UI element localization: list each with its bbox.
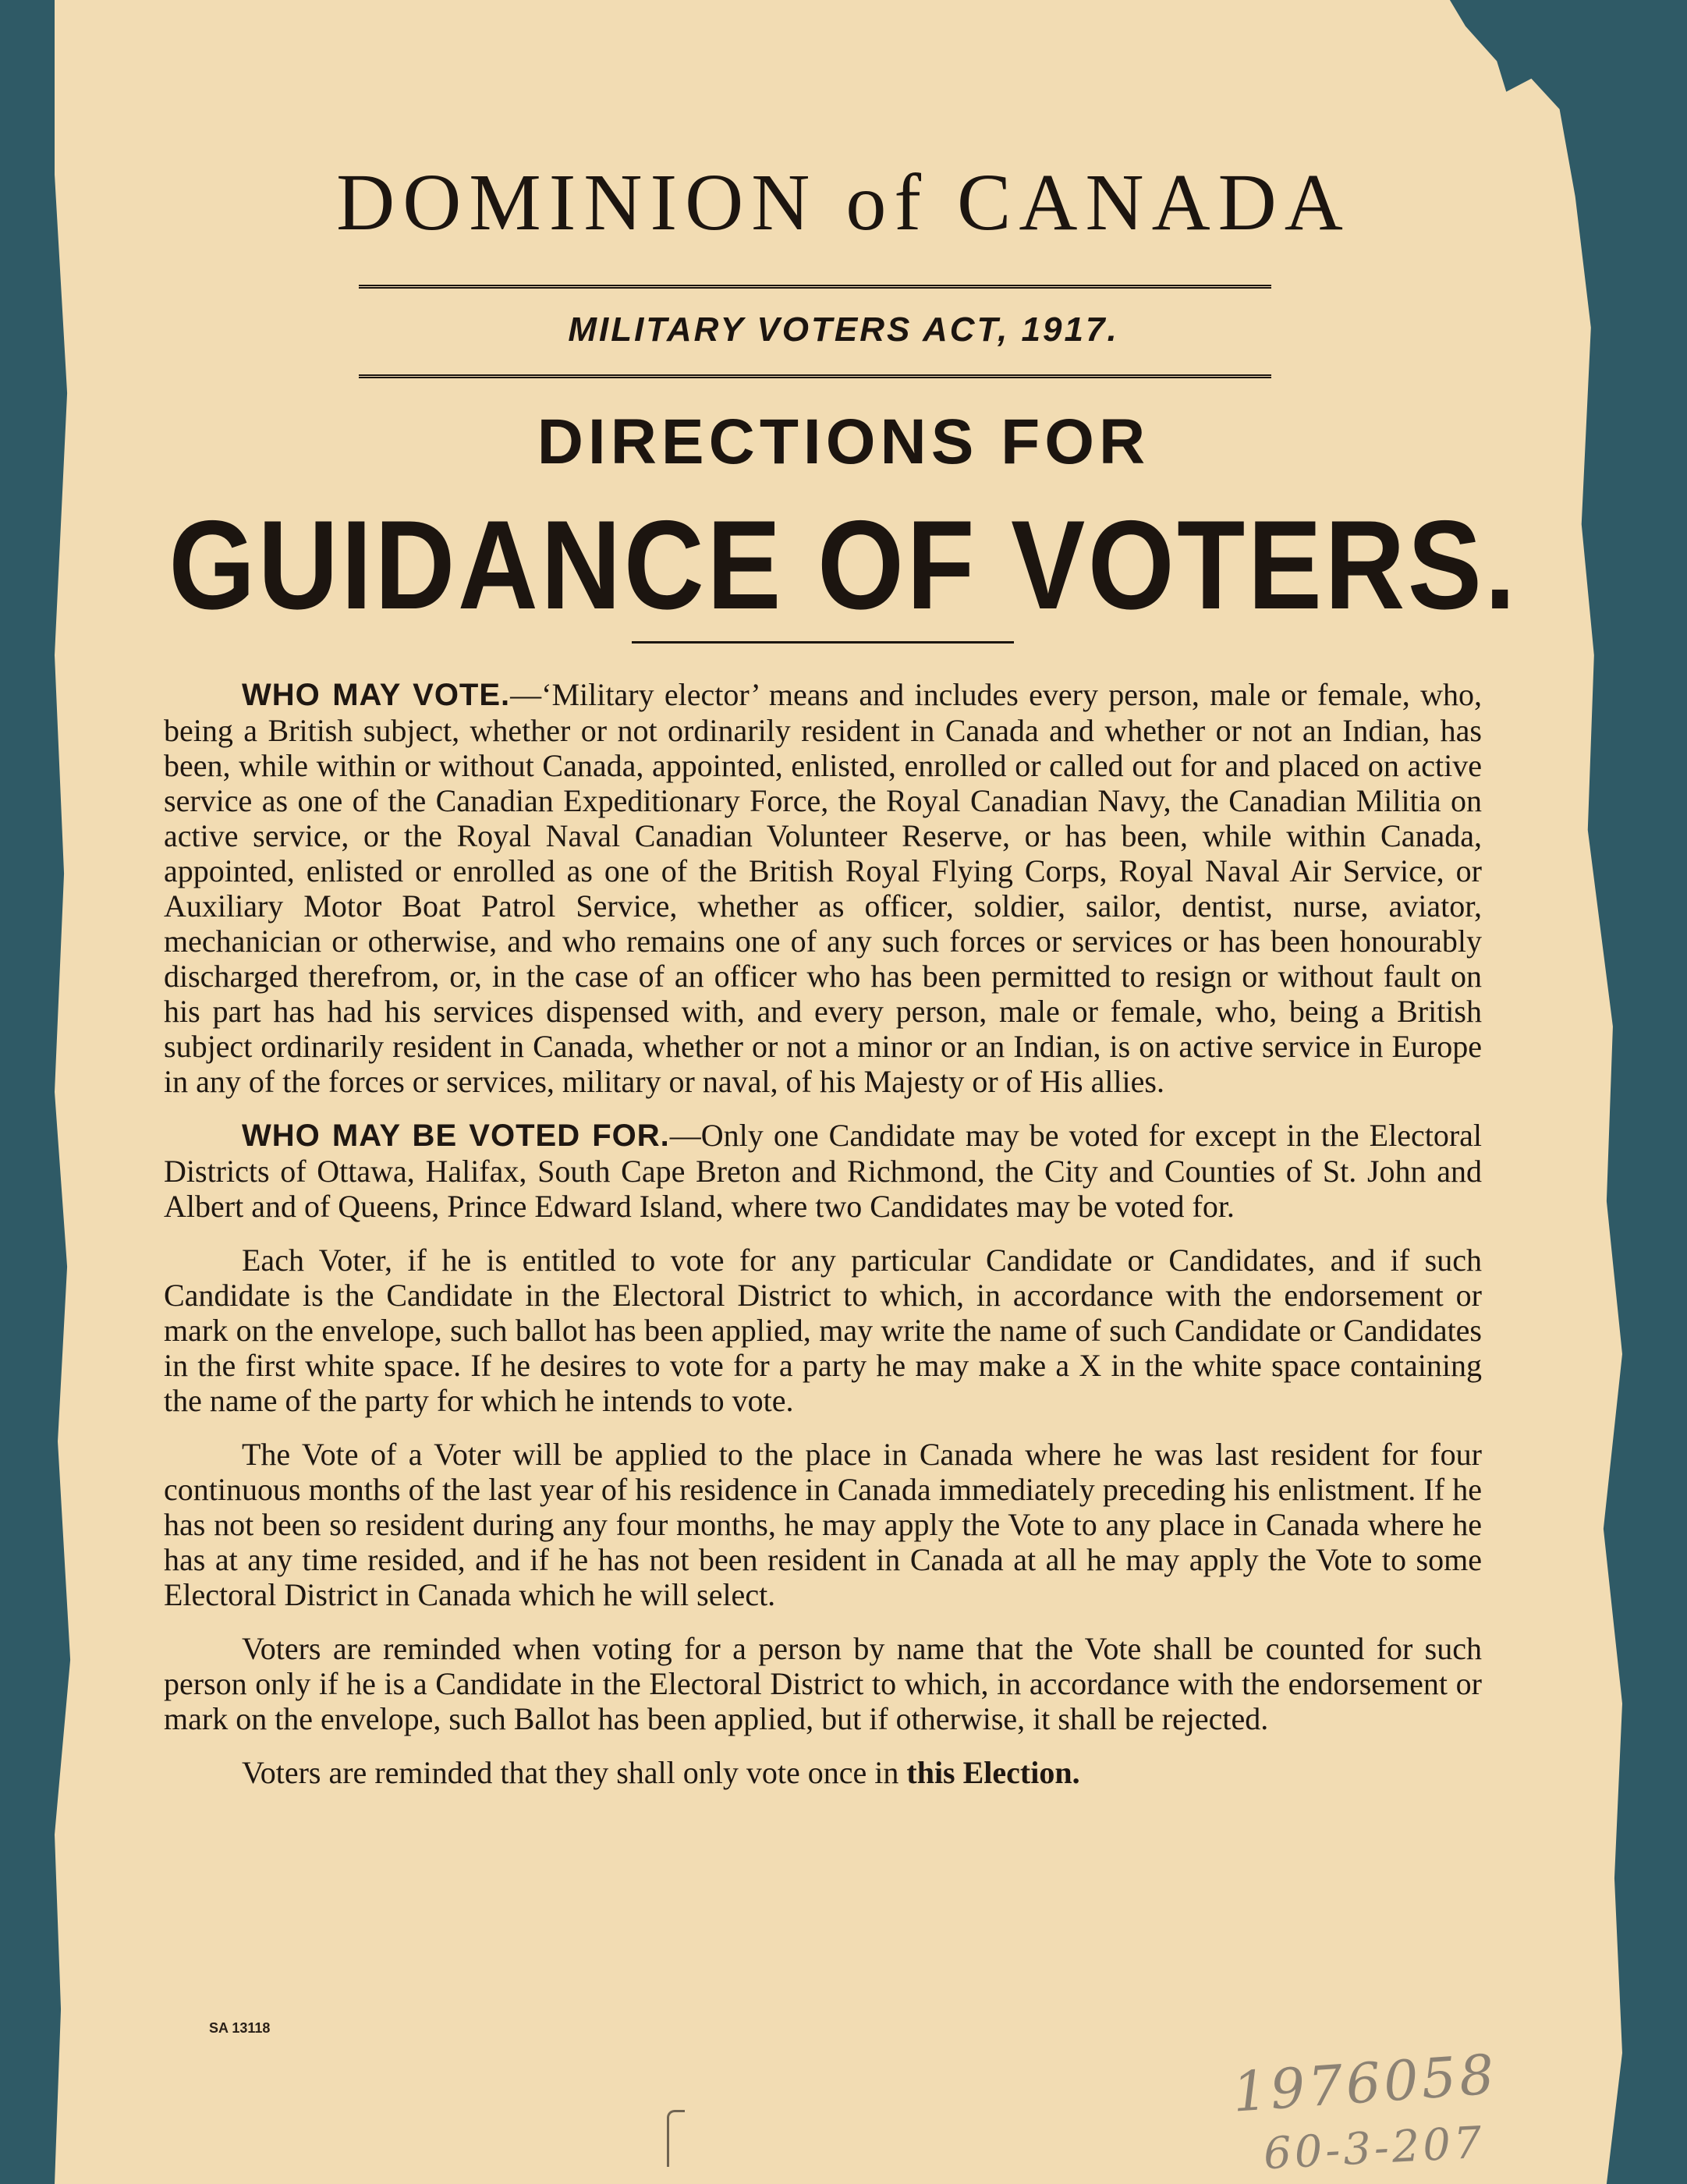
- document-title: DOMINION of CANADA: [336, 158, 1351, 247]
- reminder-once-bold: this Election.: [906, 1755, 1080, 1790]
- heading-guidance: GUIDANCE OF VOTERS.: [168, 495, 1519, 636]
- heading-directions: DIRECTIONS FOR: [537, 406, 1150, 477]
- paragraph-reminder-once: [164, 1755, 1482, 1790]
- directions-body: [164, 677, 1482, 1809]
- pencil-mark: [667, 2110, 685, 2167]
- act-title: MILITARY VOTERS ACT, 1917.: [568, 310, 1119, 349]
- heading-divider: [632, 641, 1014, 644]
- reminder-once-text: Voters are reminded that they shall only vote once in: [242, 1755, 907, 1790]
- paragraph-who-may-vote: [164, 677, 1482, 1099]
- text-who-may-vote: —‘Military elector’ means and includes every person, male or female, who, being a British subject, whether or not ordinarily resident in Canada and whether or not an Indian, has been, while within or without Canada, appointed, enlisted, enrolled or called out for and placed on active service as one of the Canadian Expeditionary Force, the Royal Canadian Navy, the Canadian Militia on active service, or the Royal Naval Canadian Volunteer Reserve, or has been, while within Canada, appointed, enlisted or enrolled as one of the British Royal Flying Corps, Royal Naval Air Service, or Auxiliary Motor Boat Patrol Service, whether as officer, soldier, sailor, dentist, nurse, aviator, mechanician or otherwise, and who remains one of any such forces or services or has been honourably discharged therefrom, or, in the case of an officer who has been permitted to resign or without fault on his part has had his services dispensed with, and every person, male or female, who, being a British subject ordinarily resident in Canada, whether or not a minor or an Indian, is on active service in Europe in any of the forces or services, military or naval, of his Majesty or of His allies.: [164, 677, 1482, 1099]
- handwritten-reference-number: 60-3-207: [1262, 2117, 1487, 2180]
- paragraph-each-voter: Each Voter, if he is entitled to vote for any particular Candidate or Candidates, and if such Candidate is the Candidate in the Electoral District to which, in accordance with the endorsement or mark on the envelope, such ballot has been applied, may write the name of such Candidate or Candidates in the first white space. If he desires to vote for a party he may make a X in the white space containing the name of the party for which he intends to vote.: [164, 1243, 1482, 1418]
- text-who-may-be-voted-for: —Only one Candidate may be voted for except in the Electoral Districts of Ottawa, Halifax, South Cape Breton and Richmond, the City and Counties of St. John and Albert and of Queens, Prince Edward Island, where two Candidates may be voted for.: [164, 1118, 1483, 1224]
- double-rule-bottom: [359, 374, 1271, 378]
- printer-code: SA 13118: [209, 2020, 271, 2036]
- paragraph-reminder-name: Voters are reminded when voting for a person by name that the Vote shall be counted for such person only if he is a Candidate in the Electoral District to which, in accordance with the endorsement or mark on the envelope, such Ballot has been applied, but if otherwise, it shall be rejected.: [164, 1631, 1482, 1736]
- paragraph-who-may-be-voted-for: [164, 1118, 1482, 1224]
- double-rule-top: [359, 285, 1271, 289]
- lead-who-may-be-voted-for: WHO MAY BE VOTED FOR.: [242, 1119, 670, 1153]
- paragraph-vote-applied: The Vote of a Voter will be applied to the place in Canada where he was last resident for four continuous months of the last year of his residence in Canada immediately preceding his enlistment. If he has not been so resident during any four months, he may apply the Vote to any place in Canada where he has at any time resided, and if he has not been resident in Canada at all he may apply the Vote to some Electoral District in Canada which he will select.: [164, 1437, 1482, 1612]
- lead-who-may-vote: WHO MAY VOTE.: [242, 678, 511, 712]
- handwritten-accession-number: 1976058: [1230, 2042, 1500, 2125]
